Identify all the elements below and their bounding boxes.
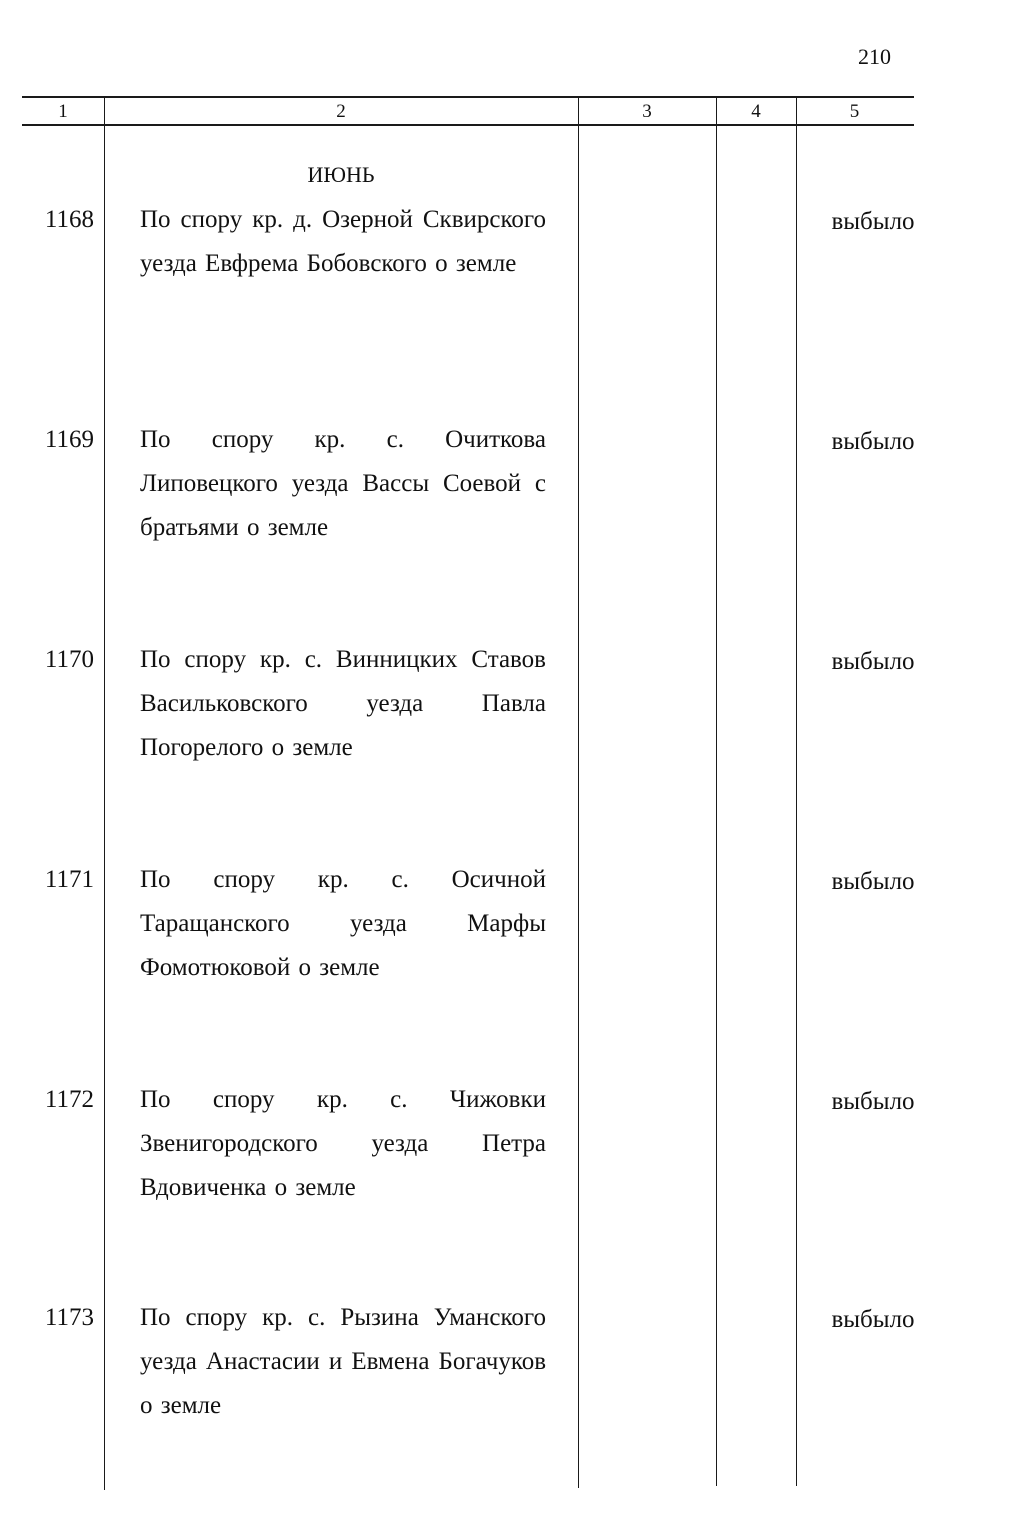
column-header-1: 1 [58, 101, 68, 122]
column-header-5: 5 [849, 101, 860, 122]
row-status: выбыло [831, 1088, 915, 1115]
column-header-2: 2 [336, 101, 346, 122]
table-header-rule [22, 124, 914, 126]
column-header-3: 3 [642, 101, 652, 122]
section-title-month: ИЮНЬ [307, 162, 375, 187]
column-divider-4 [796, 97, 797, 1486]
row-status: выбыло [831, 208, 915, 235]
row-number: 1171 [44, 866, 94, 893]
row-number: 1168 [44, 206, 94, 233]
column-divider-2 [578, 97, 579, 1488]
row-status: выбыло [831, 1306, 915, 1333]
row-description: По спору кр. с. Винницких Ставов Васильковского уезда Павла Погорелого о земле [140, 646, 546, 761]
row-number: 1169 [44, 426, 94, 453]
row-description: По спору кр. с. Осичной Таращанского уезда Марфы Фомотюковой о земле [140, 866, 546, 981]
page-number: 210 [858, 44, 891, 69]
row-description: По спору кр. с. Рызина Уманского уезда Анастасии и Евмена Богачуков о земле [140, 1304, 546, 1419]
row-number: 1173 [44, 1304, 94, 1331]
row-number: 1170 [44, 646, 94, 673]
row-description: По спору кр. с. Чижовки Звенигородского уезда Петра Вдовиченка о земле [140, 1086, 546, 1201]
table-top-rule [22, 96, 914, 98]
row-status: выбыло [831, 868, 915, 895]
row-description: По спору кр. с. Очиткова Липовецкого уезда Вассы Соевой с братьями о земле [140, 426, 546, 541]
row-description: По спору кр. д. Озерной Сквирского уезда Евфрема Бобовского о земле [140, 206, 546, 277]
row-number: 1172 [44, 1086, 94, 1113]
column-header-4: 4 [751, 101, 761, 122]
column-divider-3 [716, 97, 717, 1486]
row-status: выбыло [831, 648, 915, 675]
column-divider-1 [104, 97, 105, 1490]
row-status: выбыло [831, 428, 915, 455]
